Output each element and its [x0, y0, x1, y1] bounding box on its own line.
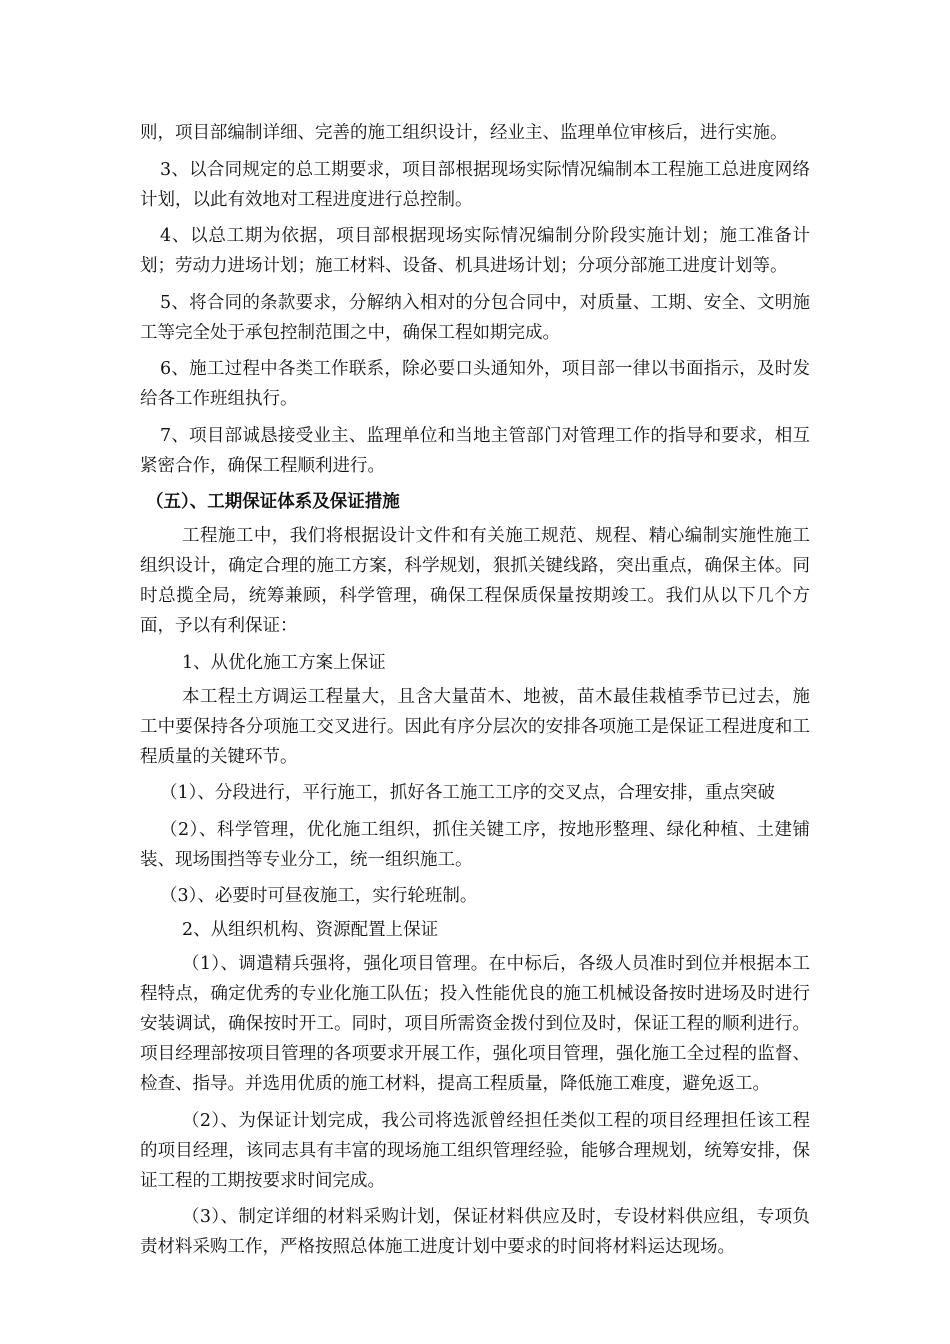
paragraph-item-1-1: （1）、分段进行，平行施工，抓好各工施工工序的交叉点，合理安排，重点突破 [160, 783, 775, 803]
paragraph-1: 则，项目部编制详细、完善的施工组织设计，经业主、监理单位审核后，进行实施。 [140, 123, 788, 143]
paragraph-item-1-2: （2）、科学管理，优化施工组织，抓住关键工序，按地形整理、绿化种植、土建铺装、现场围挡等专业分工，统一组织施工。 [140, 819, 810, 870]
paragraph-item-6: 6、施工过程中各类工作联系，除必要口头通知外，项目部一律以书面指示，及时发给各工作班组执行。 [140, 359, 810, 409]
paragraph-item-1-3: （3）、必要时可昼夜施工，实行轮班制。 [160, 886, 478, 906]
paragraph-item-2-1: （1）、调遣精兵强将，强化项目管理。在中标后，各级人员准时到位并根据本工程特点，确定优秀的专业化施工队伍；投入性能优良的施工机械设备按时进场及时进行安装调试，确保按时开工。同时，项目所需资金拨付到位及时，保证工程的顺利进行。项目经理部按项目管理的各项要求开展工作，强化项目管理，强化施工全过程的监督、检查、指导。并选用优质的施工材料，提高工程质量，降低施工难度，避免返工。 [140, 954, 810, 1094]
paragraph-item-2-3: （3）、制定详细的材料采购计划，保证材料供应及时，专设材料供应组，专项负责材料采购工作，严格按照总体施工进度计划中要求的时间将材料运达现场。 [140, 1207, 810, 1257]
subsection-heading-1: 1、从优化施工方案上保证 [182, 652, 386, 673]
paragraph-item-2-2: （2）、为保证计划完成，我公司将选派曾经担任类似工程的项目经理担任该工程的项目经理，该同志具有丰富的现场施工组织管理经验，能够合理规划，统筹安排，保证工程的工期按要求时间完成。 [140, 1110, 810, 1191]
section-heading: （五）、工期保证体系及保证措施 [146, 492, 400, 512]
paragraph-subsection-1: 本工程土方调运工程量大，且含大量苗木、地被，苗木最佳栽植季节已过去，施工中要保持各分项施工交叉进行。因此有序分层次的安排各项施工是保证工程进度和工程质量的关键环节。 [140, 686, 810, 767]
subsection-heading-2: 2、从组织机构、资源配置上保证 [182, 920, 439, 940]
paragraph-item-5: 5、将合同的条款要求，分解纳入相对的分包合同中，对质量、工期、安全、文明施工等完全处于承包控制范围之中，确保工程如期完成。 [140, 292, 810, 343]
paragraph-intro: 工程施工中，我们将根据设计文件和有关施工规范、规程、精心编制实施性施工组织设计，确定合理的施工方案，科学规划，狠抓关键线路，突出重点，确保主体。同时总揽全局，统筹兼顾，科学管理，确保工程保质保量按期竣工。我们从以下几个方面，予以有利保证： [140, 526, 810, 636]
paragraph-item-4: 4、以总工期为依据，项目部根据现场实际情况编制分阶段实施计划；施工准备计划；劳动力进场计划；施工材料、设备、机具进场计划；分项分部施工进度计划等。 [140, 226, 810, 276]
document-body [140, 118, 810, 1269]
paragraph-item-7: 7、项目部诚恳接受业主、监理单位和当地主管部门对管理工作的指导和要求，相互紧密合作，确保工程顺利进行。 [140, 425, 810, 476]
paragraph-item-3: 3、以合同规定的总工期要求，项目部根据现场实际情况编制本工程施工总进度网络计划，以此有效地对工程进度进行总控制。 [140, 159, 810, 210]
